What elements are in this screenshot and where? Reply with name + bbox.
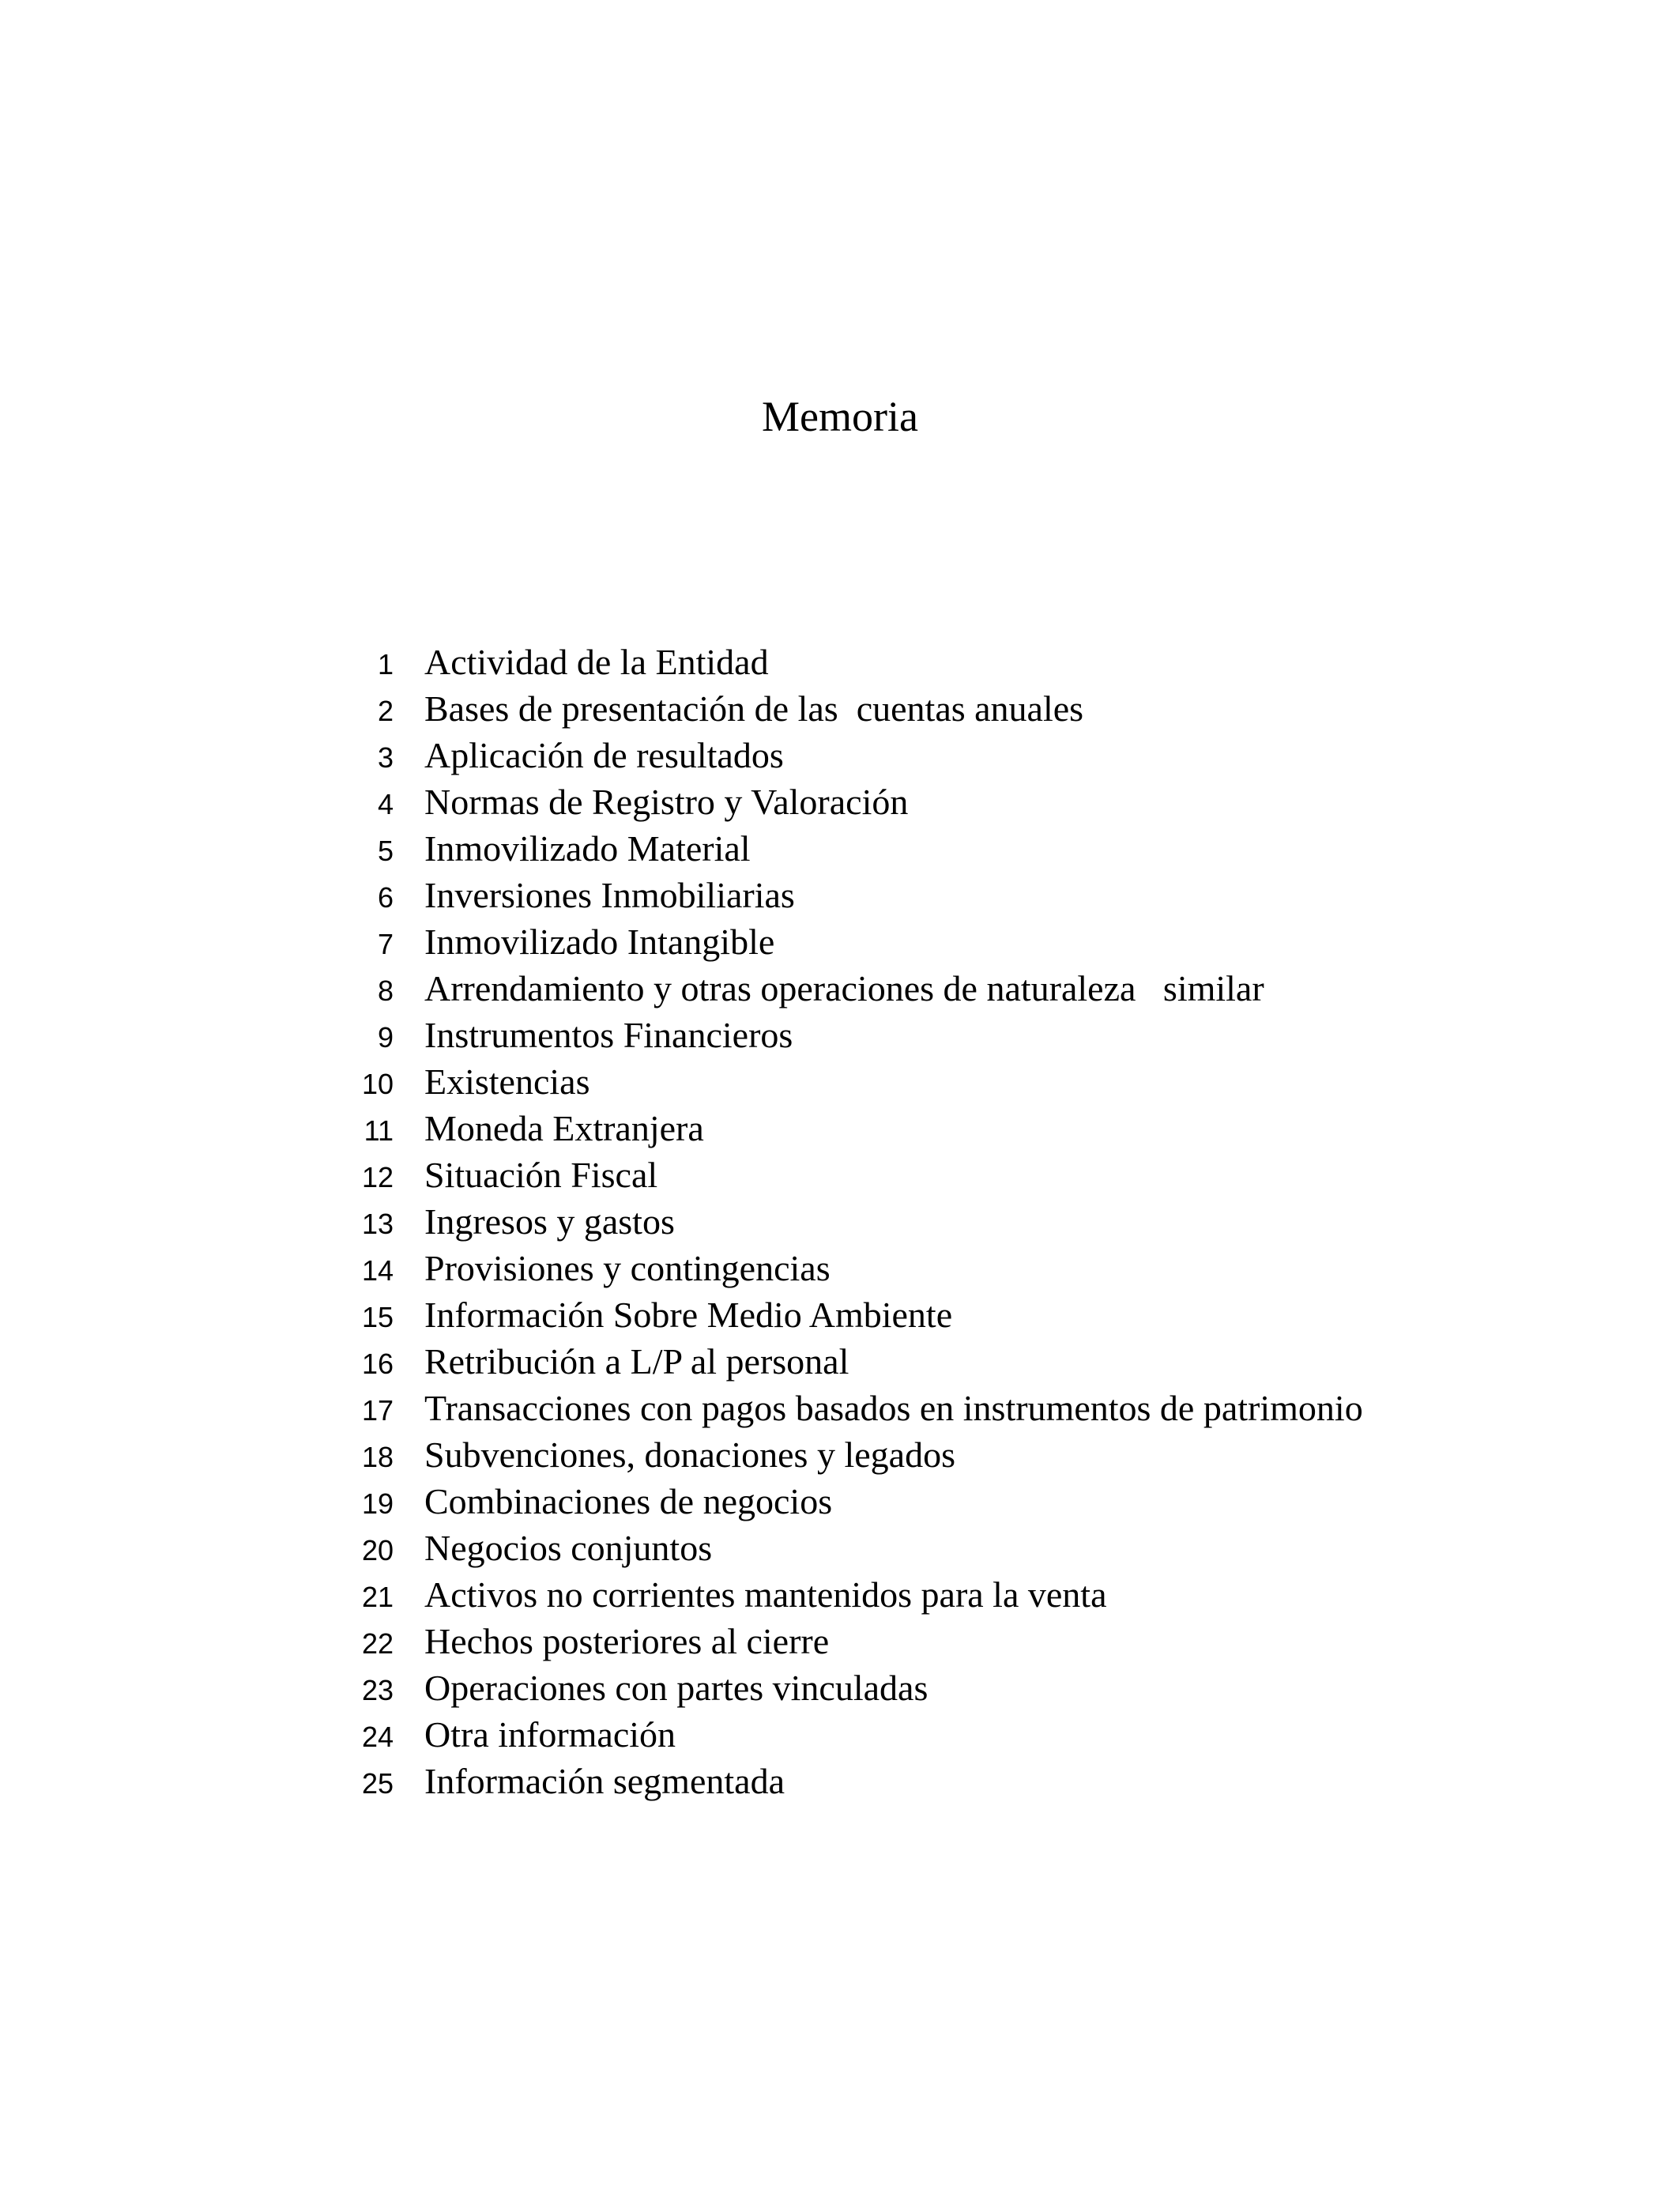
toc-item-number: 24 [361,1721,394,1753]
toc-item-title: Negocios conjuntos [424,1528,713,1568]
toc-item-number: 16 [361,1348,394,1380]
toc-item-title: Moneda Extranjera [424,1108,704,1148]
toc-item-number: 25 [361,1767,394,1800]
toc-item-title: Otra información [424,1714,676,1755]
toc-item-number: 10 [361,1068,394,1100]
toc-item-title: Combinaciones de negocios [424,1481,833,1521]
toc-item-title: Bases de presentación de las cuentas anuales [424,688,1084,729]
toc-item [340,639,1525,685]
toc-item-number: 14 [361,1254,394,1287]
toc-item-title: Información segmentada [424,1761,785,1801]
toc-item [340,1664,1525,1711]
toc-item [340,1431,1525,1478]
page-title: Memoria [762,393,918,440]
toc-item-title: Inmovilizado Intangible [424,922,775,962]
toc-item-title: Retribución a L/P al personal [424,1341,849,1382]
toc-item [340,1291,1525,1338]
toc-item [340,1571,1525,1618]
toc-item [340,1152,1525,1198]
toc-item [340,1478,1525,1525]
toc-item [340,1245,1525,1291]
toc-item-number: 22 [361,1627,394,1660]
toc-item [340,1758,1525,1804]
toc-item-title: Situación Fiscal [424,1155,658,1195]
toc-item-title: Activos no corrientes mantenidos para la venta [424,1574,1107,1615]
toc-item-number: 23 [361,1674,394,1706]
toc-item [340,1338,1525,1385]
toc-item-number: 9 [377,1021,394,1054]
toc-item-title: Subvenciones, donaciones y legados [424,1434,955,1475]
toc-item-number: 4 [377,788,394,820]
table-of-contents [340,639,1525,1804]
toc-item-title: Normas de Registro y Valoración [424,782,909,822]
toc-item [340,872,1525,918]
toc-item [340,1198,1525,1245]
toc-item-title: Inversiones Inmobiliarias [424,875,795,915]
toc-item [340,732,1525,778]
toc-item [340,1618,1525,1664]
toc-item-number: 21 [361,1581,394,1613]
toc-item-title: Inmovilizado Material [424,828,751,869]
toc-item [340,825,1525,872]
toc-item-title: Actividad de la Entidad [424,642,769,682]
toc-item-title: Transacciones con pagos basados en instrumentos de patrimonio [424,1388,1363,1428]
toc-item-number: 11 [363,1114,394,1147]
toc-item-number: 7 [377,928,394,960]
toc-item-number: 8 [377,974,394,1007]
toc-item-number: 3 [377,741,394,774]
toc-item-title: Provisiones y contingencias [424,1248,831,1288]
toc-item-title: Instrumentos Financieros [424,1015,793,1055]
toc-item [340,1012,1525,1058]
toc-item-title: Información Sobre Medio Ambiente [424,1295,953,1335]
toc-item [340,1058,1525,1105]
toc-item-title: Ingresos y gastos [424,1201,675,1242]
toc-item-number: 15 [361,1301,394,1333]
toc-item-number: 6 [377,881,394,914]
toc-item-title: Existencias [424,1061,590,1102]
toc-item-number: 17 [361,1394,394,1427]
toc-item [340,685,1525,732]
toc-item [340,778,1525,825]
toc-item-number: 5 [377,835,394,867]
toc-item-number: 2 [377,695,394,727]
toc-item-title: Aplicación de resultados [424,735,784,775]
toc-item [340,1105,1525,1152]
toc-item-title: Arrendamiento y otras operaciones de naturaleza similar [424,968,1264,1008]
toc-item-number: 1 [377,648,394,680]
toc-item-number: 19 [361,1487,394,1520]
toc-item-number: 13 [361,1208,394,1240]
toc-item-number: 18 [361,1441,394,1473]
toc-item [340,965,1525,1012]
toc-item-title: Hechos posteriores al cierre [424,1621,830,1661]
toc-item [340,1711,1525,1758]
toc-item-title: Operaciones con partes vinculadas [424,1668,929,1708]
toc-item [340,1385,1525,1431]
toc-item [340,918,1525,965]
toc-item-number: 12 [361,1161,394,1193]
toc-item [340,1525,1525,1571]
toc-item-number: 20 [361,1534,394,1566]
